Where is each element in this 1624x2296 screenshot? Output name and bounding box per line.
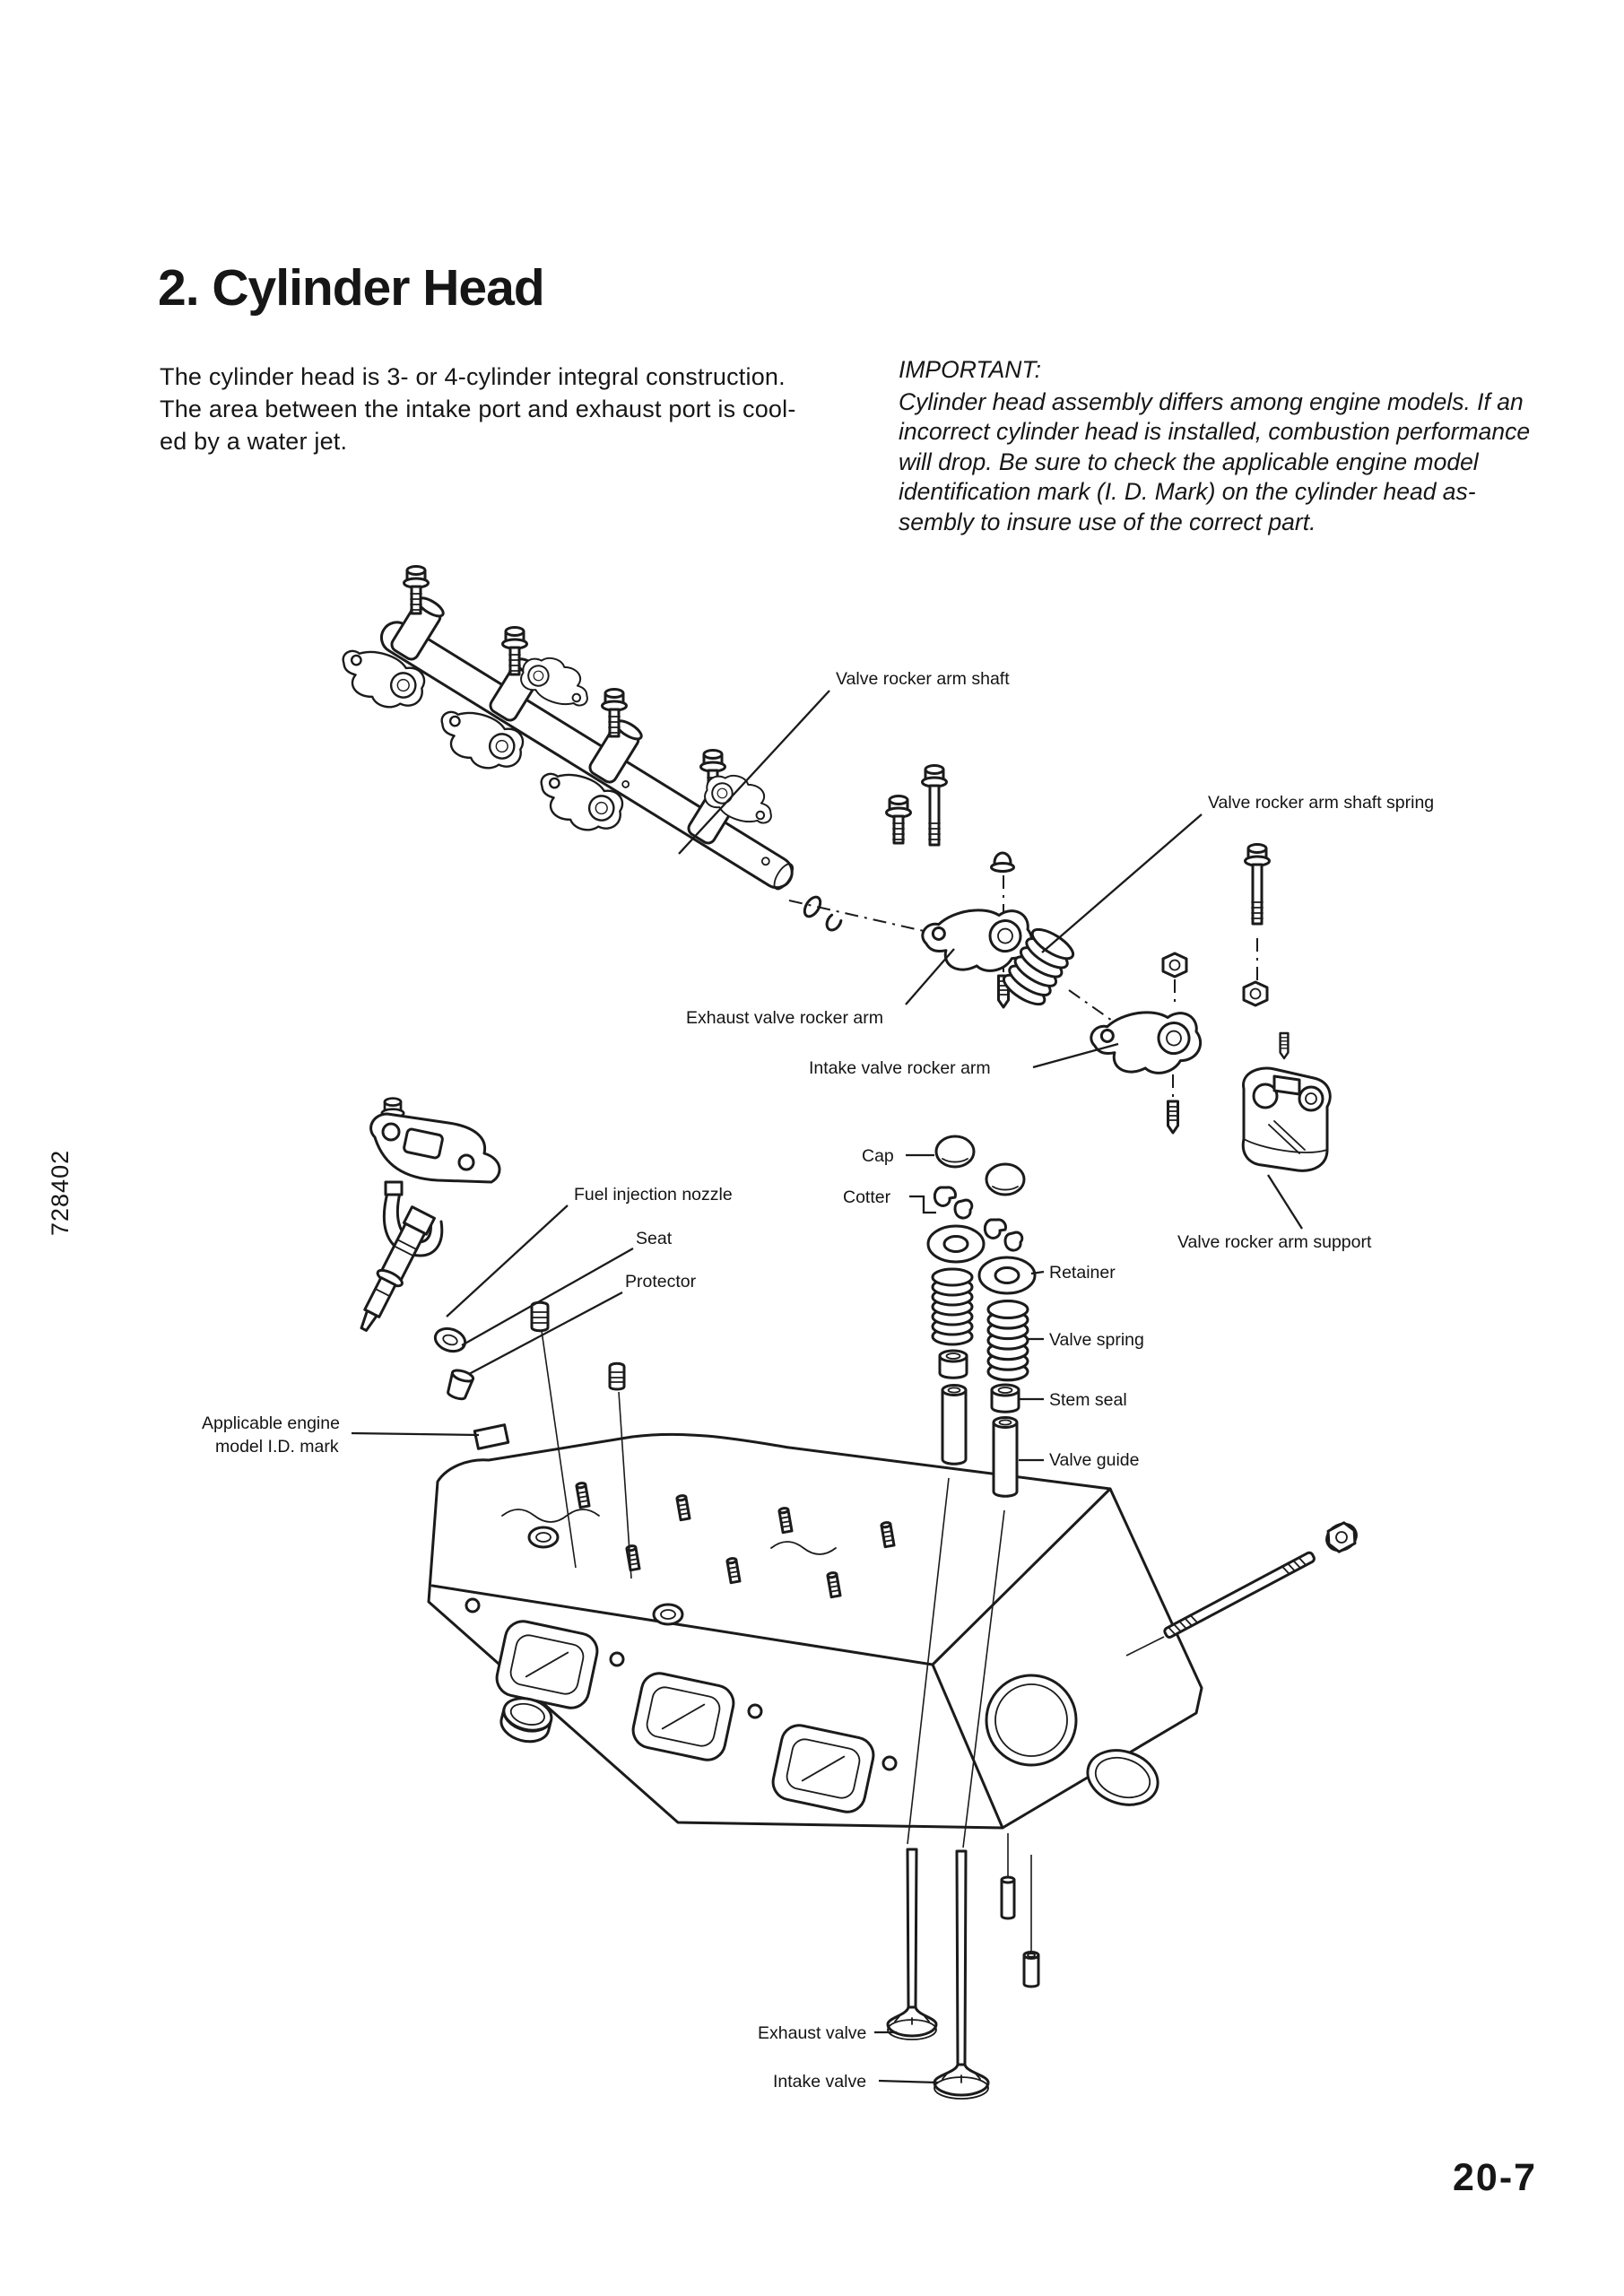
- exhaust-valve-part: [888, 1849, 936, 2039]
- callout-valve-guide: Valve guide: [1049, 1450, 1140, 1470]
- page-number: 20-7: [1453, 2156, 1538, 2199]
- rocker-shaft-assembly-drawing: [334, 567, 842, 933]
- cylinder-head-block-drawing: [429, 1425, 1202, 1828]
- important-line: sembly to insure use of the correct part.: [899, 508, 1316, 535]
- important-line: Cylinder head assembly differs among engine models. If an: [899, 387, 1524, 415]
- callout-protector: Protector: [625, 1272, 697, 1292]
- section-title: 2. Cylinder Head: [158, 259, 544, 317]
- callout-exhaust-valve: Exhaust valve: [758, 2023, 867, 2043]
- valves-drawing: [888, 1849, 1038, 2099]
- head-stud-bolt-drawing: [1163, 1519, 1360, 1639]
- callout-valve-rocker-arm-shaft-spring: Valve rocker arm shaft spring: [1208, 793, 1435, 813]
- important-heading: IMPORTANT:: [899, 356, 1041, 383]
- intro-line: The cylinder head is 3- or 4-cylinder integral construction.: [160, 363, 786, 390]
- rocker-arm-support-part: [1243, 1033, 1330, 1170]
- intake-rocker-arm-part: [1088, 1002, 1205, 1086]
- intro-line: The area between the intake port and exhaust port is cool-: [160, 396, 796, 422]
- callout-valve-spring: Valve spring: [1049, 1330, 1144, 1350]
- print-code: 728402: [47, 1149, 74, 1236]
- callout-valve-rocker-arm-shaft: Valve rocker arm shaft: [836, 669, 1010, 689]
- callout-fuel-injection-nozzle: Fuel injection nozzle: [574, 1185, 733, 1205]
- intro-line: ed by a water jet.: [160, 428, 348, 455]
- callout-id-mark-line1: Applicable engine: [202, 1413, 340, 1433]
- important-line: incorrect cylinder head is installed, combustion performance: [899, 418, 1531, 445]
- important-line: identification mark (I. D. Mark) on the cylinder head as-: [899, 478, 1476, 505]
- leader-lines: [352, 691, 1302, 2083]
- valve-parts-columns: [928, 1136, 1035, 1496]
- callout-intake-valve-rocker-arm: Intake valve rocker arm: [809, 1058, 991, 1078]
- callout-labels: [202, 669, 1434, 2092]
- callout-intake-valve: Intake valve: [773, 2072, 867, 2092]
- callout-cotter: Cotter: [843, 1187, 891, 1207]
- loose-hardware-drawing: [789, 766, 1330, 1171]
- callout-exhaust-valve-rocker-arm: Exhaust valve rocker arm: [686, 1008, 883, 1028]
- callout-seat: Seat: [636, 1229, 673, 1248]
- fuel-injection-nozzle-drawing: [352, 1099, 624, 1402]
- callout-cap: Cap: [862, 1146, 894, 1166]
- callout-retainer: Retainer: [1049, 1263, 1116, 1283]
- important-line: will drop. Be sure to check the applicable engine model: [899, 448, 1479, 475]
- callout-id-mark-line2: model I.D. mark: [215, 1437, 339, 1457]
- callout-valve-rocker-arm-support: Valve rocker arm support: [1177, 1232, 1372, 1252]
- intake-valve-part: [934, 1851, 988, 2099]
- callout-stem-seal: Stem seal: [1049, 1390, 1127, 1410]
